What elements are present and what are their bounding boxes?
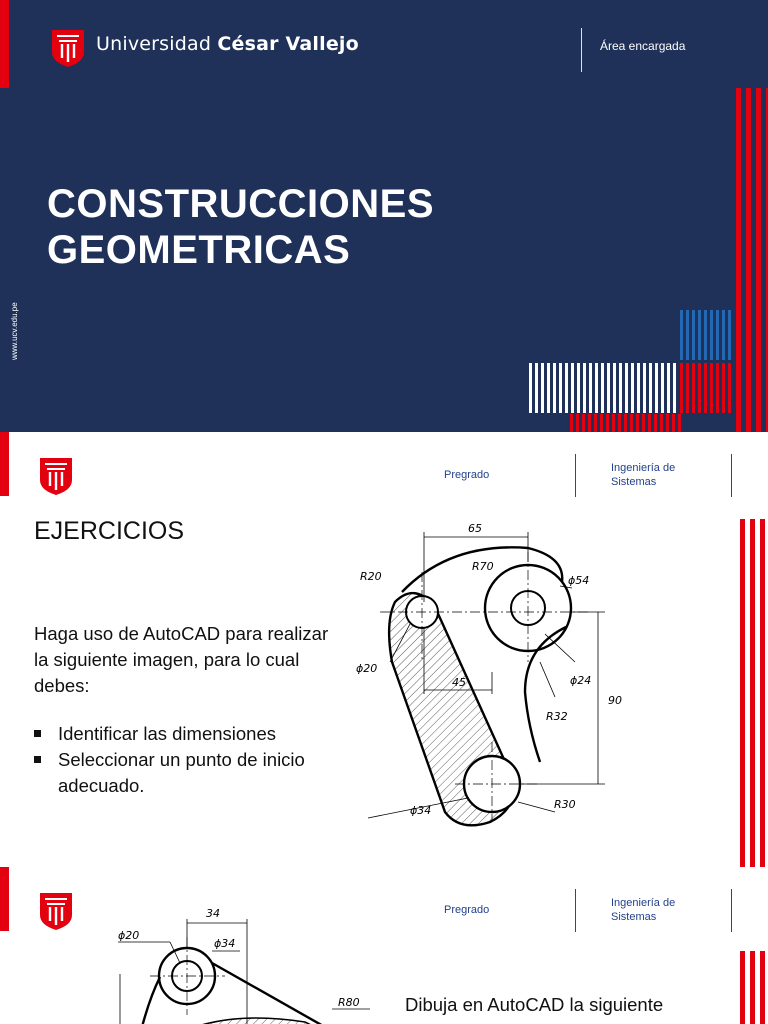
dim-label: 34 (206, 907, 220, 920)
header-divider (731, 889, 732, 932)
dim-label: ϕ34 (214, 937, 236, 950)
header-divider (575, 889, 576, 932)
exercise-slide (0, 432, 768, 867)
instructions-text: Dibuja en AutoCAD la siguiente (405, 994, 664, 1015)
dim-label: ϕ20 (118, 929, 140, 942)
dim-label: ϕ24 (570, 674, 592, 687)
area-label: Área encargada (600, 39, 686, 53)
pregrado-label: Pregrado (444, 904, 490, 916)
program-label: Ingeniería de Sistemas (611, 462, 676, 488)
decorative-stripes (740, 951, 768, 1024)
dim-label: R70 (472, 560, 494, 573)
dim-label: R30 (554, 798, 576, 811)
dim-label: 65 (468, 522, 482, 535)
ucv-logo-icon (38, 456, 74, 496)
dim-label: ϕ34 (410, 804, 432, 817)
dim-label: ϕ20 (356, 662, 378, 675)
technical-drawing (340, 512, 630, 842)
red-accent-bar (0, 432, 9, 496)
program-label: Ingeniería de Sistemas (611, 897, 676, 923)
section-heading: EJERCICIOS (34, 517, 185, 545)
university-name: Universidad César Vallejo (96, 33, 359, 55)
dim-label: ϕ54 (568, 574, 590, 587)
website-url: www.ucv.edu.pe (10, 302, 19, 360)
instructions-list (34, 721, 334, 799)
exercise-slide-2 (0, 867, 768, 1024)
title-line-1: CONSTRUCCIONES (47, 182, 435, 226)
title-line-2: GEOMETRICAS (47, 228, 351, 272)
list-item: Seleccionar un punto de inicio adecuado. (34, 747, 334, 799)
title-slide (0, 0, 768, 432)
decorative-stripes (740, 519, 768, 867)
red-accent-bar (0, 867, 9, 931)
header-divider (731, 454, 732, 497)
dim-label: R80 (338, 996, 360, 1009)
decorative-stripes (0, 0, 768, 432)
dim-label: R32 (546, 710, 568, 723)
list-item: Identificar las dimensiones (34, 721, 334, 747)
dim-label: 45 (452, 676, 466, 689)
instructions-text: Haga uso de AutoCAD para realizar la siguiente imagen, para lo cual debes: (34, 623, 329, 696)
dim-label: 90 (608, 694, 622, 707)
ucv-logo-icon (38, 891, 74, 931)
technical-drawing (100, 897, 380, 1024)
pregrado-label: Pregrado (444, 469, 490, 481)
dim-label: R20 (360, 570, 382, 583)
header-divider (575, 454, 576, 497)
